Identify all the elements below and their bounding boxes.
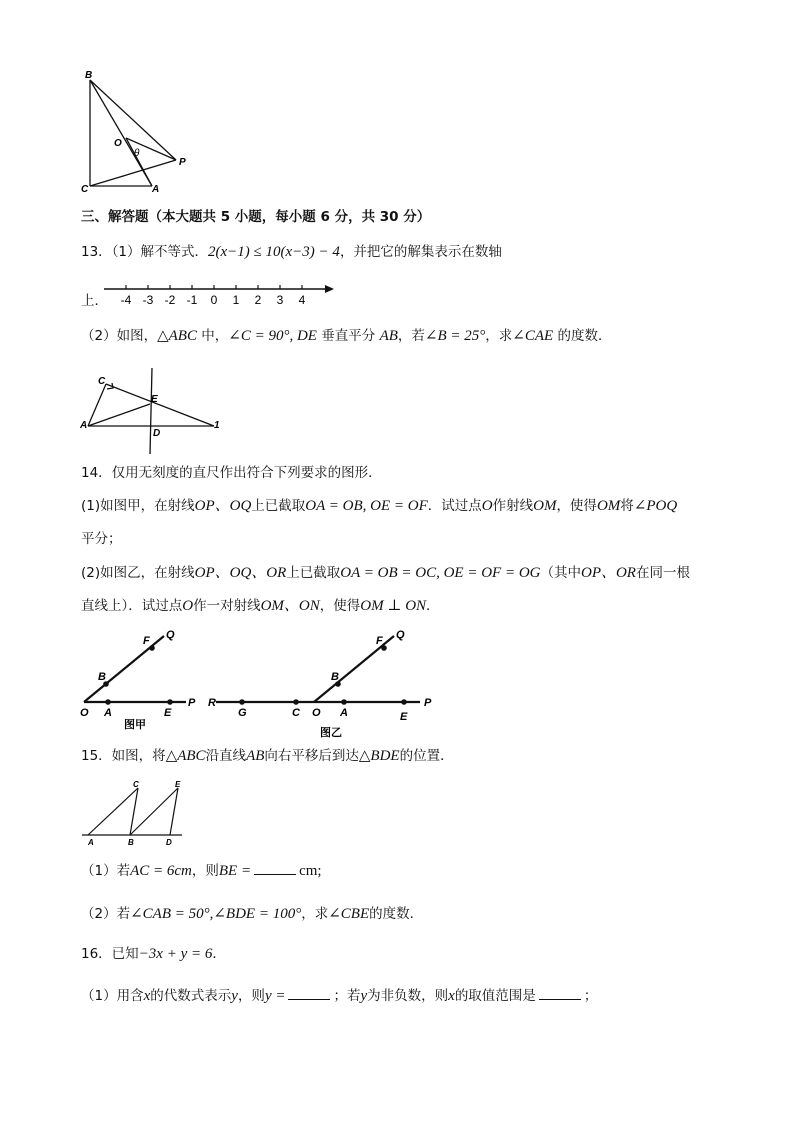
fig2-label-B: B	[331, 671, 339, 683]
q14-p2-a: (2)如图乙，在射线	[81, 565, 195, 581]
q16-p1-l: ；	[583, 988, 598, 1004]
fig1-label-F: F	[143, 635, 150, 647]
q15-label-E: E	[175, 780, 181, 789]
q13-expr-angle-c: ∠C = 90°, DE	[228, 328, 317, 344]
q16-intro-b: −3x + y = 6	[138, 946, 213, 962]
q16-answer-blank-range[interactable]	[539, 986, 581, 1000]
q16-p1-k: 的取值范围是	[454, 988, 536, 1004]
q16-intro-c: ．	[212, 946, 226, 962]
q16-p1-j: x	[448, 988, 455, 1004]
q14-p1-f: O	[481, 498, 493, 514]
q16-p1-g: ；若	[333, 988, 361, 1004]
q13-on-label: 上．	[81, 293, 108, 309]
q16-intro-a: 16．已知	[81, 946, 139, 962]
q13-part1-label: （1）解不等式．	[111, 244, 209, 260]
q13-label-C: C	[98, 376, 106, 387]
number-line-tick-label: -3	[142, 293, 154, 307]
q13-label-A: A	[80, 420, 88, 431]
figure-q14	[76, 624, 446, 742]
q14-p1-l: ∠POQ	[633, 498, 678, 514]
label-C: C	[81, 184, 89, 195]
q13-label-D: D	[153, 428, 161, 439]
q14-p2c-b: O	[182, 598, 194, 614]
q14-p1-h: OM	[533, 498, 557, 514]
q15-label-C: C	[133, 780, 139, 789]
q14-p2c-d: OM、ON	[260, 598, 320, 614]
q13-text2: 垂直平分	[316, 328, 380, 344]
q13-part1	[81, 242, 502, 262]
label-O: O	[114, 138, 122, 149]
q16-part1	[81, 986, 597, 1006]
q14-p2-c: 上已截取	[286, 565, 341, 581]
q14-p2c-g: ．	[426, 598, 440, 614]
q16-p1-f: y =	[264, 988, 286, 1004]
q15-p1-c: ，则	[191, 863, 219, 879]
section-title: 三、解答题（本大题共 5 小题，每小题 6 分，共 30 分）	[81, 209, 431, 225]
q15-p1-e: cm;	[299, 863, 322, 879]
figure-q15	[80, 778, 188, 850]
fig2-caption: 图乙	[320, 727, 342, 739]
fig2-label-Q: Q	[396, 629, 405, 641]
q13-expr-triangle: △ABC	[157, 328, 197, 344]
q13-text3: ，若	[397, 328, 425, 344]
q14-part2	[81, 563, 690, 583]
fig2-label-A: A	[340, 707, 348, 719]
q15-p2-b: ∠CAB = 50°,∠BDE = 100°	[130, 906, 302, 922]
fig2-label-F: F	[376, 635, 383, 647]
q14-p1-i: ，使得	[556, 498, 597, 514]
number-line-tick-label: 1	[232, 293, 240, 307]
q14-part2-cont	[81, 596, 440, 616]
q16-answer-blank-y[interactable]	[288, 986, 330, 1000]
number-line-tick-label: 4	[298, 293, 306, 307]
q13-text1: 中，	[196, 328, 229, 344]
q15-intro	[81, 746, 454, 766]
q13-label-E: E	[151, 394, 158, 405]
q14-p1-c: 上已截取	[251, 498, 306, 514]
q15-p2-e: 的度数．	[369, 906, 424, 922]
q14-p2-g: 在同一根	[635, 565, 690, 581]
fig1-caption: 图甲	[124, 719, 146, 731]
q15-intro-a: 15．如图，将	[81, 748, 166, 764]
q16-p1-d: y	[231, 988, 238, 1004]
label-P: P	[179, 157, 186, 168]
q13-part2-label: （2）如图，	[81, 328, 158, 344]
q15-p1-b: AC = 6cm	[130, 863, 192, 879]
q13-expr-cae: ∠CAE	[512, 328, 554, 344]
q15-p2-a: （2）若	[81, 906, 131, 922]
q15-intro-f: △BDE	[358, 748, 400, 764]
number-line-tick-label: 3	[276, 293, 284, 307]
q15-part2	[81, 904, 423, 924]
q14-p1-e: ．试过点	[427, 498, 482, 514]
q14-p2-e: （其中	[540, 565, 581, 581]
q14-p1-a: (1)如图甲，在射线	[81, 498, 195, 514]
q14-part1-cont: 平分；	[81, 531, 122, 547]
q13-text4: ，求	[485, 328, 513, 344]
q14-p2-f: OP、OR	[580, 565, 636, 581]
q13-expr-angle-b: ∠B = 25°	[424, 328, 486, 344]
fig1-label-O: O	[80, 707, 89, 719]
q15-answer-blank[interactable]	[254, 861, 296, 875]
fig2-label-P: P	[424, 697, 432, 709]
q14-p1-b: OP、OQ	[194, 498, 252, 514]
q14-p1-k: 将	[620, 498, 634, 514]
q15-intro-g: 的位置．	[399, 748, 454, 764]
q15-intro-b: △ABC	[165, 748, 206, 764]
q13-number: 13．	[81, 244, 112, 260]
q14-p2c-e: ，使得	[319, 598, 361, 614]
label-A: A	[152, 184, 160, 195]
q14-p1-d: OA = OB, OE = OF	[305, 498, 428, 514]
fig1-label-A: A	[104, 707, 112, 719]
q13-label-B: 1	[214, 420, 220, 431]
q14-intro: 14．仅用无刻度的直尺作出符合下列要求的图形．	[81, 465, 382, 481]
q15-intro-c: 沿直线	[205, 748, 247, 764]
fig1-label-B: B	[98, 671, 106, 683]
q14-p2-b: OP、OQ、OR	[194, 565, 287, 581]
number-line-tick-label: -1	[186, 293, 198, 307]
label-theta: θ	[134, 148, 140, 159]
q14-p2c-a: 直线上）．试过点	[81, 598, 183, 614]
fig2-label-G: G	[238, 707, 247, 719]
number-line-tick-label: -2	[164, 293, 176, 307]
q15-p1-a: （1）若	[81, 863, 131, 879]
q14-p2-d: OA = OB = OC, OE = OF = OG	[340, 565, 541, 581]
q16-p1-c: 的代数式表示	[150, 988, 232, 1004]
figure-triangle-bcap	[76, 66, 196, 196]
fig2-label-C: C	[292, 707, 300, 719]
fig2-label-R: R	[208, 697, 216, 709]
q15-intro-d: AB	[246, 748, 265, 764]
q14-p1-j: OM	[596, 498, 621, 514]
fig1-label-Q: Q	[166, 629, 175, 641]
q16-intro	[81, 944, 226, 964]
q15-label-D: D	[166, 838, 172, 847]
q15-p1-d: BE =	[218, 863, 252, 879]
fig2-label-E: E	[400, 711, 408, 723]
fig1-label-P: P	[188, 697, 196, 709]
q15-label-A: A	[88, 838, 94, 847]
number-line-tick-label: -4	[120, 293, 132, 307]
q16-p1-i: 为非负数，则	[367, 988, 449, 1004]
q15-intro-e: 向右平移后到达	[264, 748, 359, 764]
q14-p2c-f: OM ⊥ ON	[360, 598, 427, 614]
figure-q13	[78, 362, 226, 458]
q16-p1-a: （1）用含	[81, 988, 144, 1004]
q14-p2c-c: 作一对射线	[193, 598, 261, 614]
number-line-tick-label: 0	[210, 293, 218, 307]
q13-expr-ab: AB	[379, 328, 398, 344]
q13-part1-rest: ，并把它的解集表示在数轴	[339, 244, 502, 260]
q14-part1	[81, 496, 677, 516]
fig1-label-E: E	[164, 707, 172, 719]
q13-inequality: 2(x−1) ≤ 10(x−3) − 4	[208, 244, 340, 260]
fig2-label-O: O	[312, 707, 321, 719]
q15-p2-c: ，求	[301, 906, 329, 922]
q16-p1-h: y	[360, 988, 368, 1004]
number-line	[104, 280, 340, 308]
q13-part2	[81, 326, 611, 346]
q16-p1-e: ，则	[237, 988, 265, 1004]
number-line-tick-label: 2	[254, 293, 262, 307]
q15-part1	[81, 861, 322, 881]
q15-p2-d: ∠CBE	[328, 906, 370, 922]
q14-p1-g: 作射线	[492, 498, 534, 514]
q15-label-B: B	[128, 838, 134, 847]
q16-p1-b: x	[143, 988, 151, 1004]
q13-text5: 的度数．	[553, 328, 612, 344]
label-B: B	[85, 70, 93, 81]
